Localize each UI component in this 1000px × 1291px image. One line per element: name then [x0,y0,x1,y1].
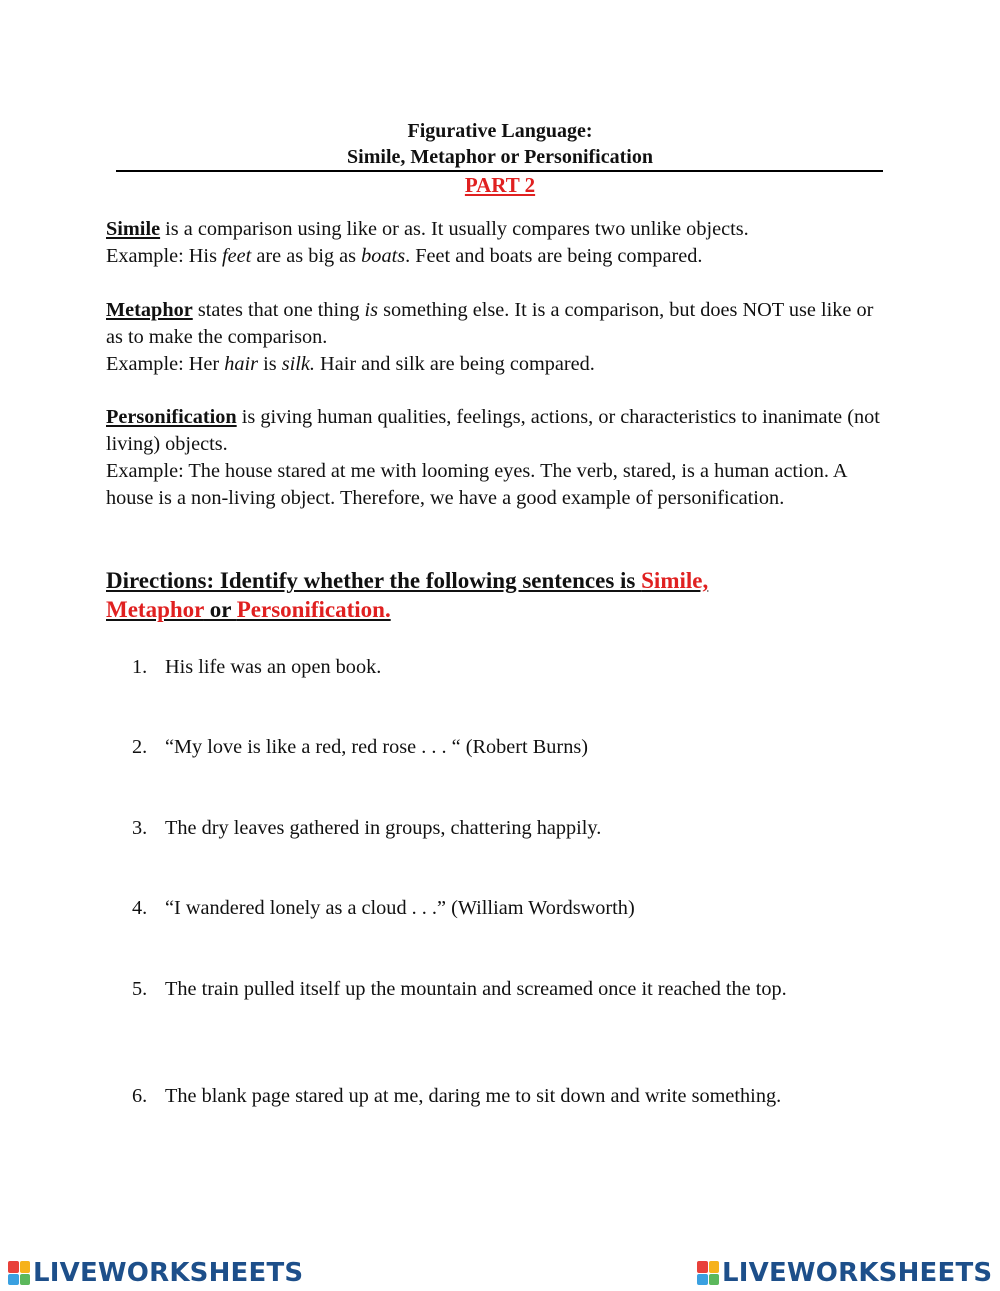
list-item [132,895,892,922]
simile-example-mid: are as big as [251,245,362,267]
list-item [132,734,892,761]
list-item-number: 2. [132,736,148,758]
list-item-text: “I wandered lonely as a cloud . . .” (William Wordsworth) [165,897,635,919]
personification-example: Example: The house stared at me with looming eyes. The verb, stared, is a human action. A house is a non-living object. Therefore, we have a good example of personification. [106,460,847,509]
metaphor-text-a: states that one thing [192,299,365,321]
list-item-text: The train pulled itself up the mountain and screamed once it reached the top. [165,978,787,1000]
simile-example-prefix: Example: His [106,245,223,267]
metaphor-definition [106,297,886,378]
list-item-text: The dry leaves gathered in groups, chattering happily. [165,817,602,839]
title-line-1: Figurative Language: [407,120,593,142]
liveworksheets-logo-icon [697,1261,719,1285]
simile-example-em2: boats [361,245,406,267]
directions-or: or [203,597,237,622]
simile-example-suffix: . Feet and boats are being compared. [405,245,703,267]
list-item-text: His life was an open book. [165,656,382,678]
list-item [132,815,892,842]
directions [106,566,926,624]
simile-term: Simile [106,218,161,240]
simile-definition-text: is a comparison using like or as. It usually compares two unlike objects. [160,218,749,240]
directions-prefix: Directions: Identify whether the following sentences is [106,568,642,593]
list-item-number: 6. [132,1085,148,1107]
metaphor-text-b: something else. It is a comparison, but does NOT use like or as to make the comparison. [106,299,874,348]
personification-term: Personification [106,406,237,428]
liveworksheets-logo-right [697,1257,992,1289]
metaphor-example-suffix: Hair and silk are being compared. [314,353,595,375]
liveworksheets-logo-icon [8,1261,30,1285]
list-item [132,1083,892,1110]
directions-simile: Simile, [641,568,709,593]
metaphor-example-em1: hair [224,353,259,375]
part-label: PART 2 [464,173,536,197]
directions-metaphor: Metaphor [106,597,204,622]
directions-personification: Personification. [236,597,391,622]
simile-example-em1: feet [222,245,252,267]
list-item-number: 4. [132,897,148,919]
metaphor-text-em: is [364,299,379,321]
list-item [132,654,892,681]
personification-text: is giving human qualities, feelings, actions, or characteristics to inanimate (not living) objects. [106,406,880,455]
list-item [132,976,892,1003]
title-rule [116,170,883,172]
list-item-text: “My love is like a red, red rose . . . “ (Robert Burns) [165,736,588,758]
title-line-2: Simile, Metaphor or Personification [347,146,653,168]
personification-definition [106,404,896,512]
metaphor-example-em2: silk. [281,353,315,375]
liveworksheets-logo-text: LIVEWORKSHEETS [33,1258,304,1288]
metaphor-example-prefix: Example: Her [106,353,225,375]
liveworksheets-logo-left [8,1257,303,1289]
simile-definition [106,216,906,270]
list-item-number: 1. [132,656,148,678]
liveworksheets-logo-text: LIVEWORKSHEETS [722,1258,993,1288]
list-item-number: 5. [132,978,148,1000]
list-item-number: 3. [132,817,148,839]
metaphor-term: Metaphor [106,299,193,321]
list-item-text: The blank page stared up at me, daring me to sit down and write something. [165,1085,782,1107]
metaphor-example-mid: is [258,353,282,375]
